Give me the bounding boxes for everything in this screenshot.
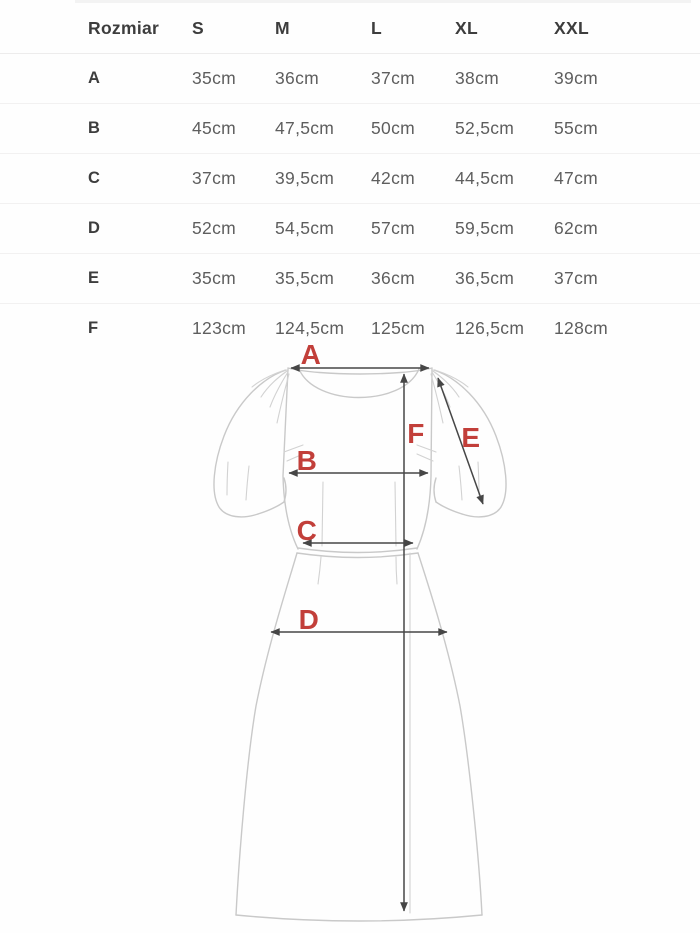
table-cell: 125cm [371,318,426,338]
table-cell: 124,5cm [275,318,345,338]
table-cell: 52cm [192,218,236,238]
col-header-rozmiar: Rozmiar [88,17,160,38]
measurement-labels [297,339,481,635]
right-sleeve-hem [436,502,462,514]
table-cell: 37cm [554,268,598,288]
table-cell: 45cm [192,118,236,138]
table-cell: 44,5cm [455,168,515,188]
table-cell: 128cm [554,318,609,338]
sleeve-fold [459,466,462,500]
table-cell: 38cm [455,68,499,88]
table-cell: 39,5cm [275,168,335,188]
sleeve-fold [246,466,249,500]
skirt-hem [236,915,482,921]
row-label: F [88,319,99,337]
bodice-dart [322,482,323,546]
measure-label-f: F [407,418,425,449]
skirt-dart [318,557,321,584]
measure-label-a: A [300,339,322,370]
waist-seam-upper [298,548,417,553]
table-cell: 123cm [192,318,247,338]
gather-line [431,374,443,423]
row-label: D [88,219,101,237]
left-sleeve-hem [258,502,284,514]
table-cell: 47,5cm [275,118,335,138]
table-cell: 126,5cm [455,318,525,338]
table-cell: 42cm [371,168,415,188]
dress-detail-lines [227,370,479,913]
row-label: A [88,69,101,87]
col-header-s: S [192,17,204,38]
table-cell: 59,5cm [455,218,515,238]
table-cell: 36cm [371,268,415,288]
table-cell: 54,5cm [275,218,335,238]
col-header-xl: XL [455,17,478,38]
measure-label-b: B [296,445,318,476]
table-cell: 50cm [371,118,415,138]
left-sleeve-outer [214,370,286,517]
measure-label-e: E [461,422,481,453]
table-cell: 57cm [371,218,415,238]
table-cell: 37cm [371,68,415,88]
row-label: B [88,119,101,137]
table-cell: 36,5cm [455,268,515,288]
col-header-xxl: XXL [554,17,589,38]
col-header-l: L [371,17,382,38]
waist-seam-lower [297,553,418,558]
bodice-dart [395,482,396,546]
right-sleeve-inner [434,478,436,502]
table-cell: 62cm [554,218,598,238]
col-header-m: M [275,17,290,38]
skirt-dart [396,557,397,584]
table-cell: 37cm [192,168,236,188]
skirt-left-edge [236,553,297,915]
row-label: E [88,269,100,287]
table-cell: 35cm [192,68,236,88]
table-cell: 36cm [275,68,319,88]
sleeve-fold [227,462,228,495]
table-cell: 55cm [554,118,598,138]
skirt-right-edge [418,553,482,915]
table-cell: 39cm [554,68,598,88]
row-label: C [88,169,101,187]
measure-label-d: D [298,604,320,635]
table-cell: 35cm [192,268,236,288]
measure-label-c: C [296,515,318,546]
table-cell: 47cm [554,168,598,188]
table-cell: 52,5cm [455,118,515,138]
table-cell: 35,5cm [275,268,335,288]
